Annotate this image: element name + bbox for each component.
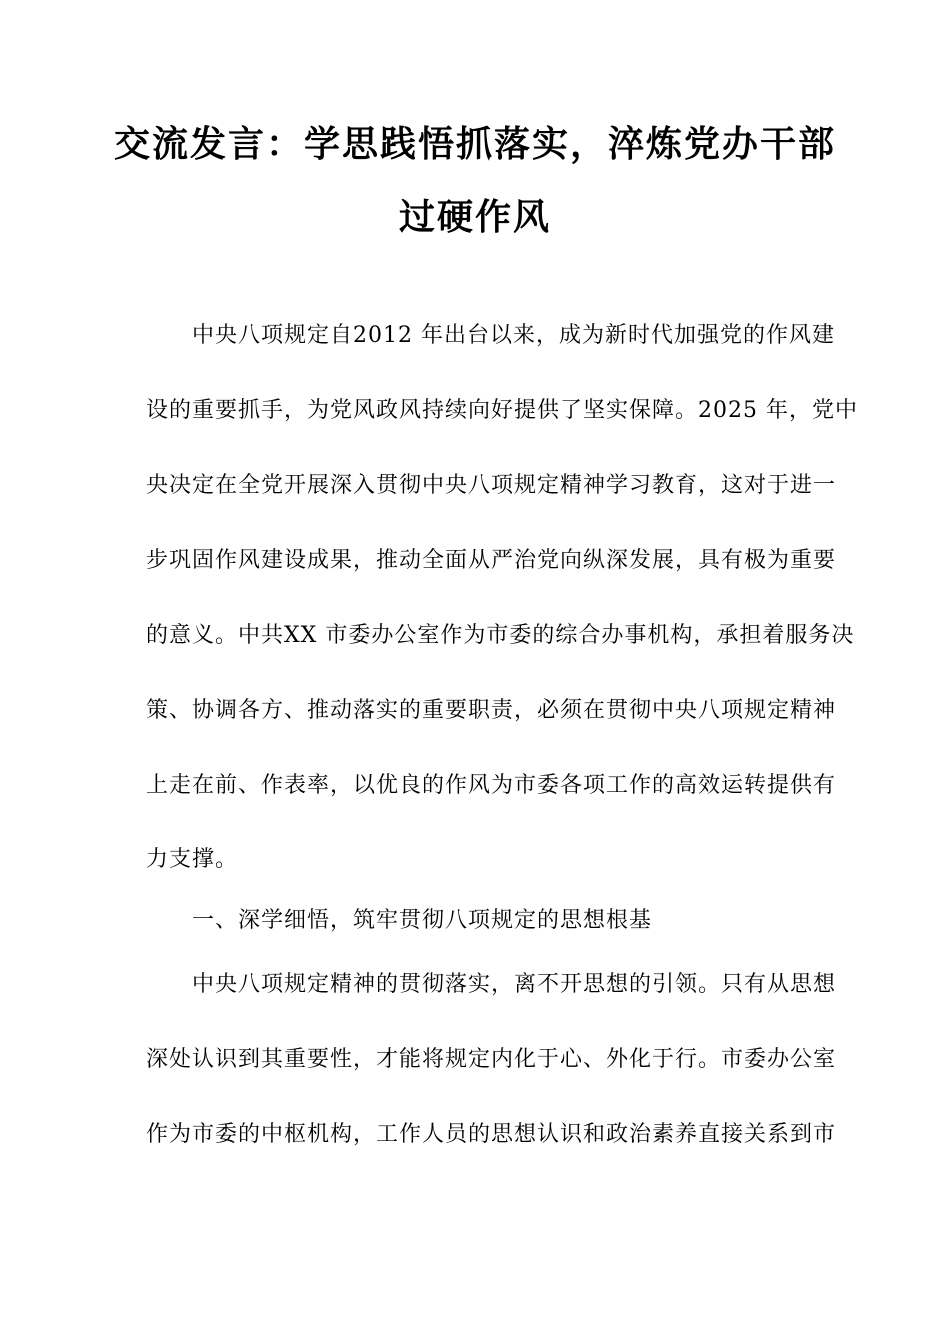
document-title-line-2: 过硬作风 — [398, 196, 551, 238]
paragraph-line: 力支撑。 — [146, 847, 239, 872]
paragraph-line: 作为市委的中枢机构，工作人员的思想认识和政治素养直接关系到市 — [146, 1122, 837, 1147]
paragraph-line: 中央八项规定精神的贯彻落实，离不开思想的引领。只有从思想 — [192, 972, 837, 997]
document-title-line-1: 交流发言：学思践悟抓落实，淬炼党办干部 — [113, 123, 836, 165]
paragraph-line: 中央八项规定自2012 年出台以来，成为新时代加强党的作风建 — [192, 323, 835, 348]
paragraph-line: 设的重要抓手，为党风政风持续向好提供了坚实保障。2025 年，党中 — [146, 398, 858, 423]
paragraph-line: 上走在前、作表率，以优良的作风为市委各项工作的高效运转提供有 — [146, 773, 837, 798]
paragraph-line: 策、协调各方、推动落实的重要职责，必须在贯彻中央八项规定精神 — [146, 698, 837, 723]
paragraph-line: 步巩固作风建设成果，推动全面从严治党向纵深发展，具有极为重要 — [146, 548, 837, 573]
paragraph-line: 深处认识到其重要性，才能将规定内化于心、外化于行。市委办公室 — [146, 1047, 837, 1072]
paragraph-line: 的意义。中共XX 市委办公室作为市委的综合办事机构，承担着服务决 — [146, 623, 855, 648]
section-heading: 一、深学细悟，筑牢贯彻八项规定的思想根基 — [192, 908, 653, 933]
paragraph-line: 央决定在全党开展深入贯彻中央八项规定精神学习教育，这对于进一 — [146, 473, 837, 498]
